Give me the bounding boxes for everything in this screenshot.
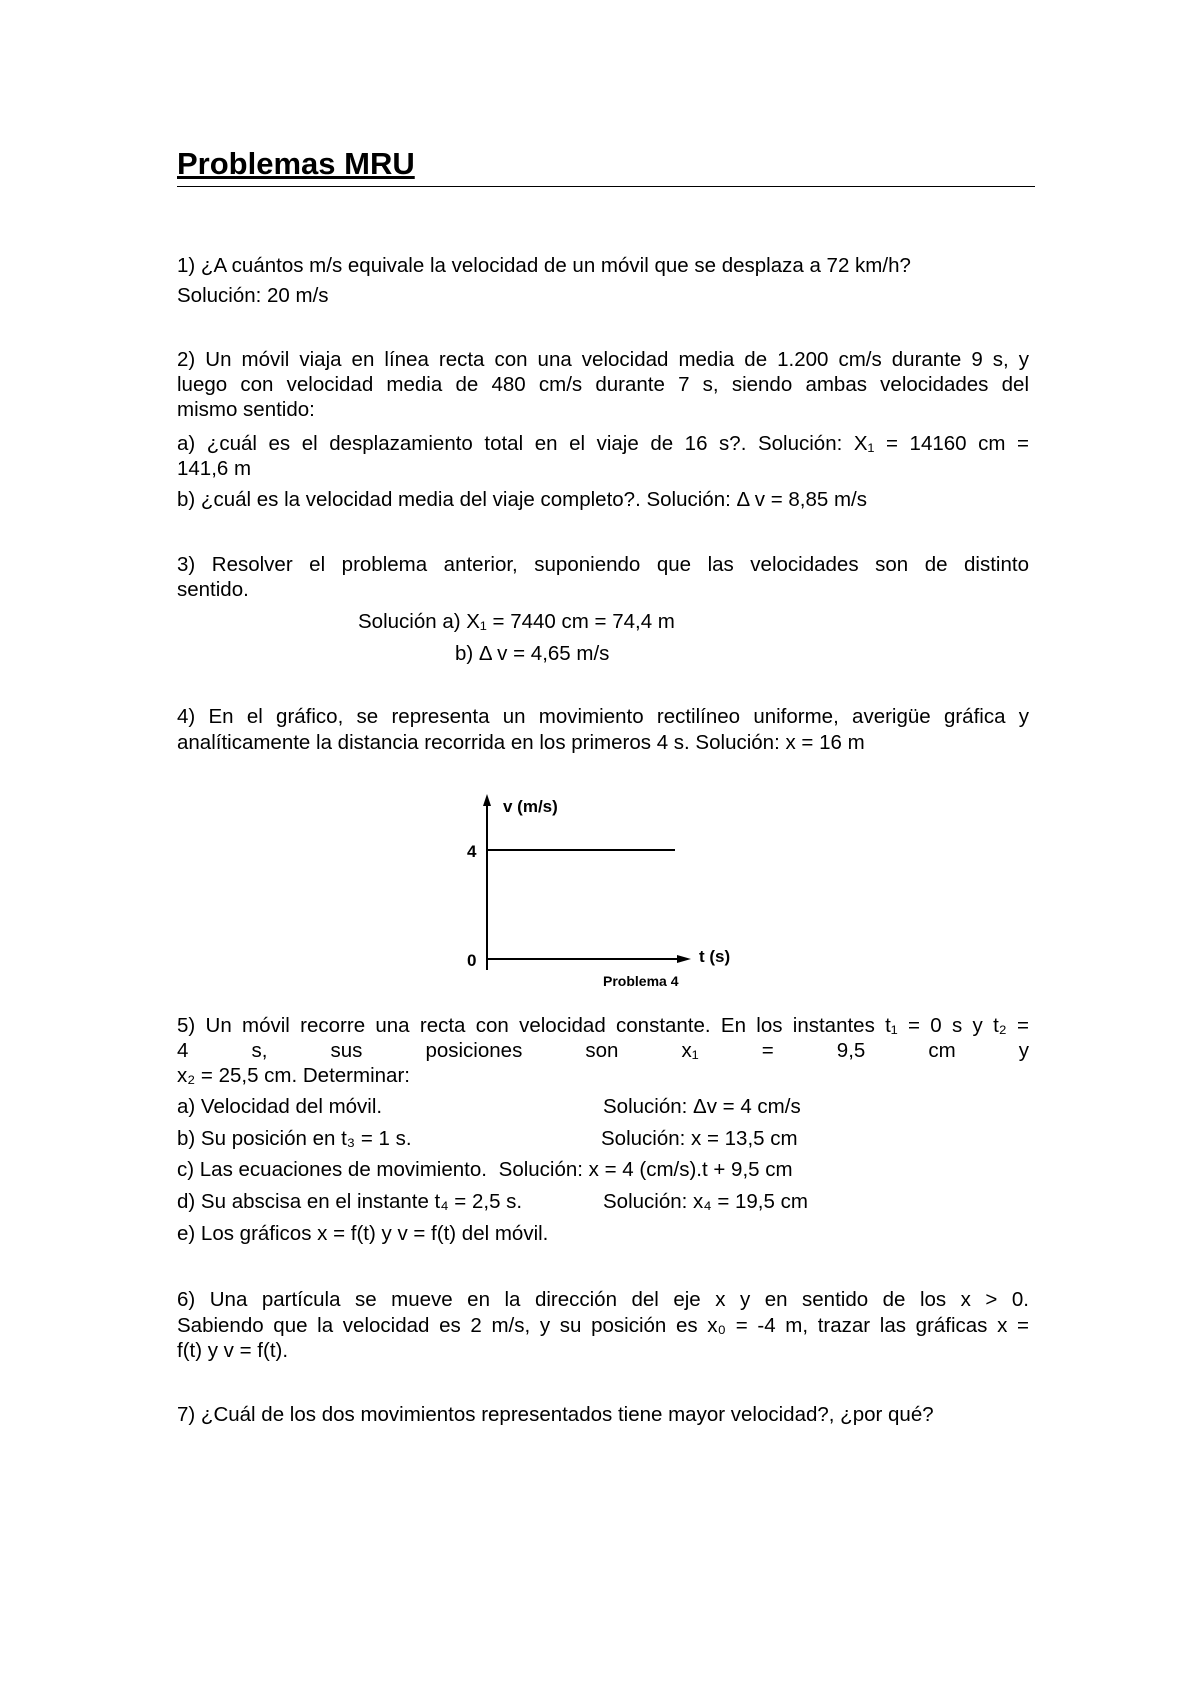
problem-5-word: cm <box>928 1039 956 1062</box>
problem-4-line-2: analíticamente la distancia recorrida en los primeros 4 s. Solución: x = 16 m <box>177 731 865 754</box>
problem-5-line-3: x₂ = 25,5 cm. Determinar: <box>177 1064 410 1087</box>
problem-2-line-1: 2) Un móvil viaja en línea recta con una velocidad media de 1.200 cm/s durante 9 s, y <box>177 348 1029 371</box>
problem-3-solution-b: b) Δ v = 4,65 m/s <box>455 642 610 665</box>
problem-5-word: = <box>761 1039 774 1062</box>
y-tick-4: 4 <box>467 842 477 861</box>
x-axis-label: t (s) <box>699 947 731 966</box>
problem-5-part-b: b) Su posición en t₃ = 1 s. <box>177 1127 412 1150</box>
problem-5-part-c-solution: Solución: x = 4 (cm/s).t + 9,5 cm <box>498 1158 793 1181</box>
problem-5-part-d-solution: Solución: x₄ = 19,5 cm <box>603 1190 808 1213</box>
problem-5-word: son <box>585 1039 619 1062</box>
problem-5-part-b-solution: Solución: x = 13,5 cm <box>601 1127 798 1150</box>
problem-5-line-1: 5) Un móvil recorre una recta con velocidad constante. En los instantes t₁ = 0 s y t₂ = <box>177 1014 1029 1037</box>
problem-5-word: y <box>1018 1039 1029 1062</box>
problem-5-word: s, <box>251 1039 268 1062</box>
problem-5-word: posiciones <box>425 1039 523 1062</box>
problem-5-word: 9,5 <box>836 1039 866 1062</box>
problem-7-question: 7) ¿Cuál de los dos movimientos representados tiene mayor velocidad?, ¿por qué? <box>177 1403 934 1426</box>
problem-1-solution: Solución: 20 m/s <box>177 284 329 307</box>
page-title: Problemas MRU <box>177 146 415 181</box>
problem-5-part-d: d) Su abscisa en el instante t₄ = 2,5 s. <box>177 1190 523 1213</box>
title-underline-rule <box>177 186 1035 187</box>
problem-5-word: x₁ <box>681 1039 699 1062</box>
problem-5-part-e: e) Los gráficos x = f(t) y v = f(t) del móvil. <box>177 1222 549 1245</box>
problem-5-word: sus <box>330 1039 363 1062</box>
problem-3-solution-a: Solución a) X₁ = 7440 cm = 74,4 m <box>358 610 675 633</box>
problem-2-part-a-line-1: a) ¿cuál es el desplazamiento total en el viaje de 16 s?. Solución: X₁ = 14160 cm = <box>177 432 1029 455</box>
problem-5-part-a: a) Velocidad del móvil. <box>177 1095 383 1118</box>
problem-5-part-a-solution: Solución: Δv = 4 cm/s <box>603 1095 801 1118</box>
problem-2-part-a-line-2: 141,6 m <box>177 457 252 480</box>
problem-5-part-c <box>177 1160 793 1181</box>
problem-2-line-3: mismo sentido: <box>177 398 315 421</box>
problem-3-line-2: sentido. <box>177 578 249 601</box>
problem-2-part-b: b) ¿cuál es la velocidad media del viaje completo?. Solución: Δ v = 8,85 m/s <box>177 488 867 511</box>
y-axis-arrowhead <box>483 794 491 806</box>
problem-5-word: 4 <box>177 1039 189 1062</box>
problem-5-line-2 <box>177 1041 1029 1062</box>
problem-2-line-2: luego con velocidad media de 480 cm/s durante 7 s, siendo ambas velocidades del <box>177 373 1029 396</box>
problem-4-line-1: 4) En el gráfico, se representa un movimiento rectilíneo uniforme, averigüe gráfica y <box>177 705 1029 728</box>
velocity-time-chart <box>455 790 755 990</box>
problem-3-line-1: 3) Resolver el problema anterior, suponiendo que las velocidades son de distinto <box>177 553 1029 576</box>
problem-6-line-2: Sabiendo que la velocidad es 2 m/s, y su posición es x₀ = -4 m, trazar las gráficas x = <box>177 1314 1029 1337</box>
y-tick-0: 0 <box>467 951 477 970</box>
chart-caption: Problema 4 <box>603 973 679 989</box>
problem-6-line-1: 6) Una partícula se mueve en la dirección del eje x y en sentido de los x > 0. <box>177 1288 1029 1311</box>
x-axis-arrowhead <box>677 955 691 963</box>
problem-5-part-c-text: c) Las ecuaciones de movimiento. <box>177 1158 487 1181</box>
y-axis-label: v (m/s) <box>503 797 558 816</box>
problem-6-line-3: f(t) y v = f(t). <box>177 1339 289 1362</box>
problem-1-question: 1) ¿A cuántos m/s equivale la velocidad de un móvil que se desplaza a 72 km/h? <box>177 254 911 277</box>
